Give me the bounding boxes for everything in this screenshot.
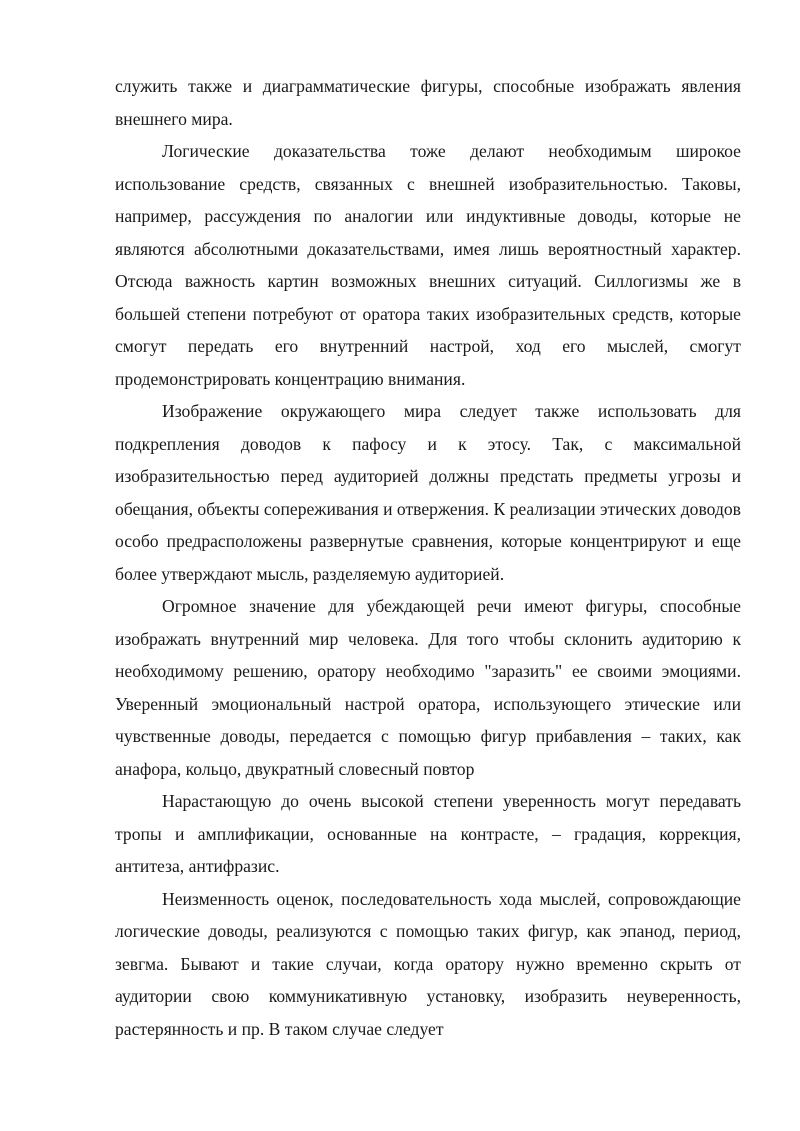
paragraph-inner-world: Огромное значение для убеждающей речи имеют фигуры, способные изображать внутренний мир человека. Для того чтобы склонить аудиторию к необходимому решению, оратору необходимо "заразить" ее своими эмоциями. Уверенный эмоциональный настрой оратора, использующего этические или чувственные доводы, передается с помощью фигур прибавления – таких, как анафора, кольцо, двукратный словесный повтор — [115, 596, 741, 779]
paragraph-consistency: Неизменность оценок, последовательность хода мыслей, сопровождающие логические доводы, реализуются с помощью таких фигур, как эпанод, период, зевгма. Бывают и такие случаи, когда оратору нужно временно скрыть от аудитории свою коммуникативную установку, изобразить неуверенность, растерянность и пр. В таком случае следует — [115, 888, 741, 1039]
document-page — [115, 70, 741, 1045]
paragraph-logical-proofs: Логические доказательства тоже делают необходимым широкое использование средств, связанных с внешней изобразительностью. Таковы, например, рассуждения по аналогии или индуктивные доводы, которые не являются абсолютными доказательствами, имея лишь вероятностный характер. Отсюда важность картин возможных внешних ситуаций. Силлогизмы же в большей степени потребуют от оратора таких изобразительных средств, которые смогут передать его внутренний настрой, ход его мыслей, смогут продемонстрировать концентрацию внимания. — [115, 141, 741, 389]
paragraph-continuation: служить также и диаграмматические фигуры, способные изображать явления внешнего мира. — [115, 76, 741, 129]
paragraph-world-depiction: Изображение окружающего мира следует также использовать для подкрепления доводов к пафосу и к этосу. Так, с максимальной изобразительностью перед аудиторией должны предстать предметы угрозы и обещания, объекты сопереживания и отвержения. К реализации этических доводов особо предрасположены развернутые сравнения, которые концентрируют и еще более утверждают мысль, разделяемую аудиторией. — [115, 401, 741, 584]
paragraph-confidence: Нарастающую до очень высокой степени уверенность могут передавать тропы и амплификации, основанные на контрасте, – градация, коррекция, антитеза, антифразис. — [115, 791, 741, 876]
